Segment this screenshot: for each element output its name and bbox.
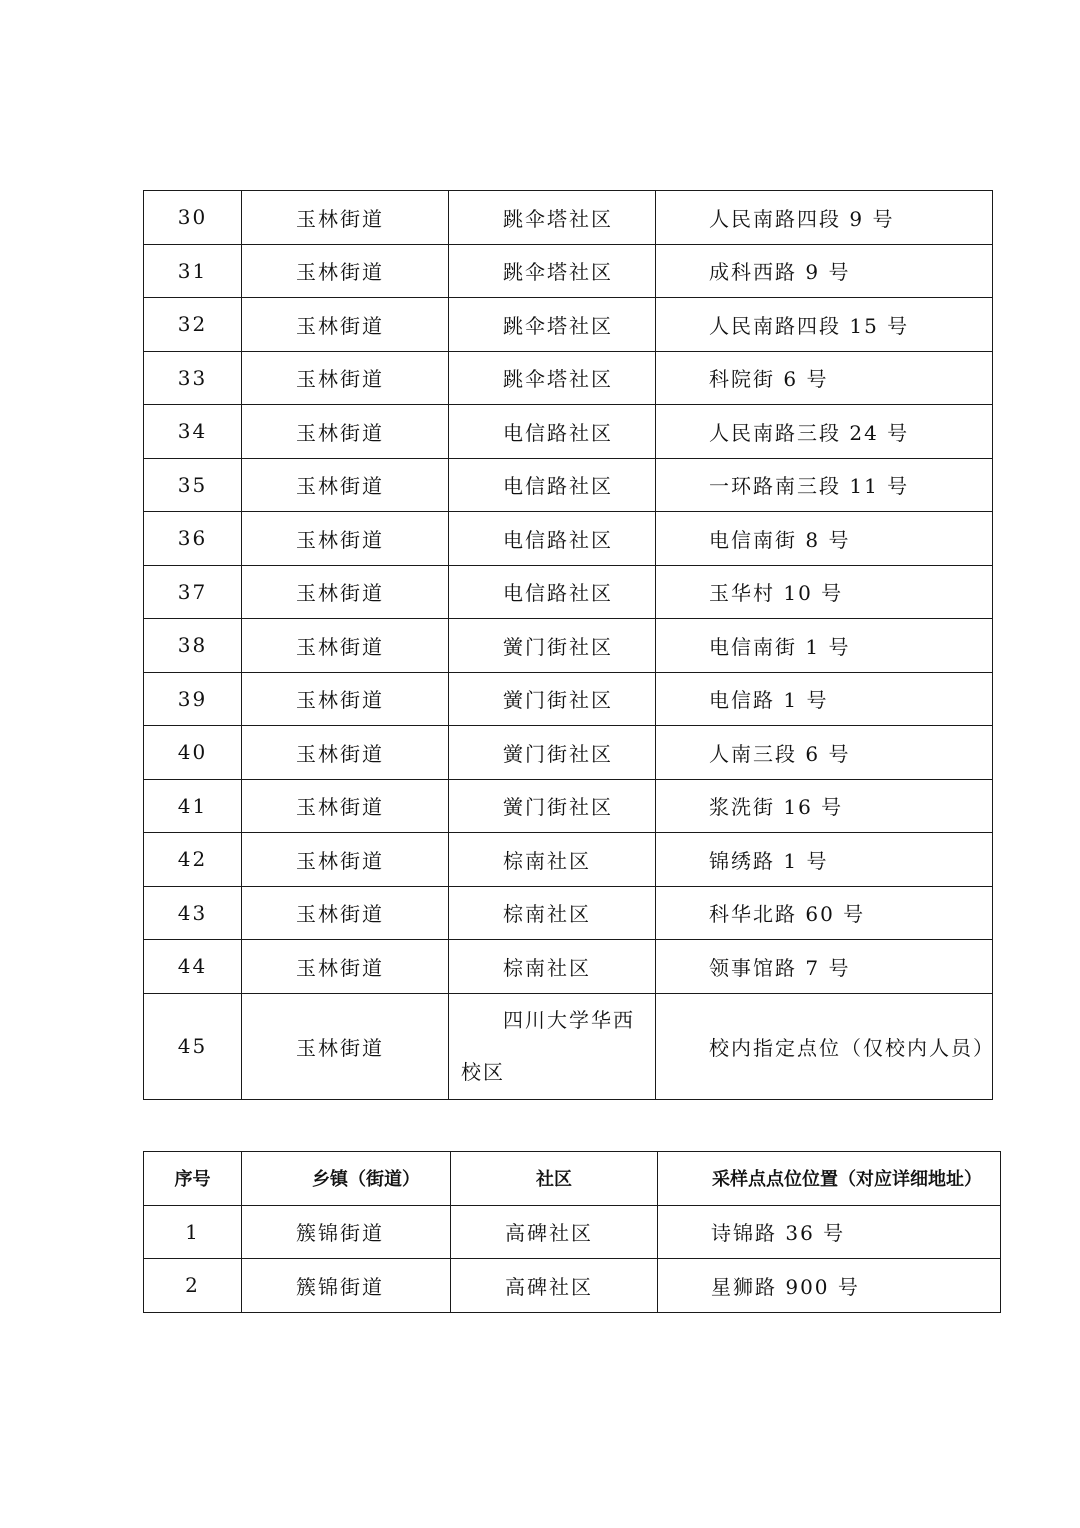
community-cell: 电信路社区	[449, 458, 656, 512]
row-number: 44	[144, 940, 242, 994]
community-cell: 电信路社区	[449, 565, 656, 619]
town-cell: 玉林街道	[242, 726, 449, 780]
town-cell: 玉林街道	[242, 940, 449, 994]
row-number: 30	[144, 191, 242, 245]
address-cell: 科院街 6 号	[656, 351, 993, 405]
table-row	[144, 565, 993, 619]
row-number: 34	[144, 405, 242, 459]
table-row	[144, 833, 993, 887]
table-row	[144, 672, 993, 726]
address-cell: 科华北路 60 号	[656, 886, 993, 940]
table-body	[144, 191, 993, 1100]
address-cell: 人民南路四段 15 号	[656, 298, 993, 352]
address-cell: 电信南街 8 号	[656, 512, 993, 566]
town-cell: 玉林街道	[242, 672, 449, 726]
table-row	[144, 619, 993, 673]
header-row	[144, 1152, 1001, 1206]
town-cell: 玉林街道	[242, 512, 449, 566]
town-cell: 簇锦街道	[242, 1259, 451, 1313]
table-row	[144, 405, 993, 459]
row-number: 35	[144, 458, 242, 512]
header-address: 采样点点位位置（对应详细地址）	[658, 1152, 1001, 1206]
town-cell: 玉林街道	[242, 298, 449, 352]
community-line-2: 校区	[461, 1060, 505, 1084]
table-body	[144, 1205, 1001, 1312]
table-row	[144, 886, 993, 940]
town-cell: 玉林街道	[242, 458, 449, 512]
table-row	[144, 351, 993, 405]
row-number: 45	[144, 993, 242, 1099]
row-number: 33	[144, 351, 242, 405]
table-row	[144, 458, 993, 512]
town-cell: 玉林街道	[242, 565, 449, 619]
sampling-sites-table	[143, 1151, 1001, 1313]
row-number: 39	[144, 672, 242, 726]
address-cell: 人南三段 6 号	[656, 726, 993, 780]
sampling-sites-table-continued	[143, 190, 993, 1100]
town-cell: 玉林街道	[242, 833, 449, 887]
table-header	[144, 1152, 1001, 1206]
table-row	[144, 512, 993, 566]
table-row	[144, 1259, 1001, 1313]
table-row	[144, 298, 993, 352]
town-cell: 玉林街道	[242, 619, 449, 673]
community-cell: 黉门街社区	[449, 619, 656, 673]
community-line-1: 四川大学华西	[503, 1008, 635, 1032]
community-cell	[449, 993, 656, 1099]
community-cell: 棕南社区	[449, 940, 656, 994]
row-number: 43	[144, 886, 242, 940]
table-row	[144, 1205, 1001, 1259]
address-cell: 领事馆路 7 号	[656, 940, 993, 994]
table-row	[144, 779, 993, 833]
row-number: 32	[144, 298, 242, 352]
community-cell: 黉门街社区	[449, 726, 656, 780]
community-cell: 跳伞塔社区	[449, 191, 656, 245]
town-cell: 玉林街道	[242, 779, 449, 833]
community-cell: 棕南社区	[449, 833, 656, 887]
town-cell: 玉林街道	[242, 405, 449, 459]
community-cell: 棕南社区	[449, 886, 656, 940]
row-number: 40	[144, 726, 242, 780]
community-cell: 黉门街社区	[449, 779, 656, 833]
community-cell: 电信路社区	[449, 405, 656, 459]
address-cell: 诗锦路 36 号	[658, 1205, 1001, 1259]
row-number: 36	[144, 512, 242, 566]
community-cell: 高碑社区	[451, 1205, 658, 1259]
row-number: 38	[144, 619, 242, 673]
row-number: 31	[144, 244, 242, 298]
town-cell: 玉林街道	[242, 244, 449, 298]
header-town: 乡镇（街道）	[242, 1152, 451, 1206]
address-cell: 电信南街 1 号	[656, 619, 993, 673]
address-cell: 成科西路 9 号	[656, 244, 993, 298]
header-number: 序号	[144, 1152, 242, 1206]
town-cell: 玉林街道	[242, 191, 449, 245]
table-row	[144, 244, 993, 298]
table-row	[144, 191, 993, 245]
table-row	[144, 993, 993, 1099]
community-cell: 跳伞塔社区	[449, 298, 656, 352]
community-cell: 跳伞塔社区	[449, 351, 656, 405]
table-row	[144, 940, 993, 994]
community-cell: 跳伞塔社区	[449, 244, 656, 298]
address-cell: 校内指定点位（仅校内人员）	[656, 993, 993, 1099]
row-number: 42	[144, 833, 242, 887]
community-cell: 高碑社区	[451, 1259, 658, 1313]
row-number: 1	[144, 1205, 242, 1259]
community-cell: 黉门街社区	[449, 672, 656, 726]
row-number: 41	[144, 779, 242, 833]
row-number: 37	[144, 565, 242, 619]
table-row	[144, 726, 993, 780]
town-cell: 玉林街道	[242, 886, 449, 940]
address-cell: 浆洗街 16 号	[656, 779, 993, 833]
address-cell: 人民南路四段 9 号	[656, 191, 993, 245]
address-cell: 星狮路 900 号	[658, 1259, 1001, 1313]
address-cell: 锦绣路 1 号	[656, 833, 993, 887]
town-cell: 簇锦街道	[242, 1205, 451, 1259]
address-cell: 电信路 1 号	[656, 672, 993, 726]
address-cell: 人民南路三段 24 号	[656, 405, 993, 459]
community-cell: 电信路社区	[449, 512, 656, 566]
header-community: 社区	[451, 1152, 658, 1206]
town-cell: 玉林街道	[242, 993, 449, 1099]
row-number: 2	[144, 1259, 242, 1313]
address-cell: 一环路南三段 11 号	[656, 458, 993, 512]
address-cell: 玉华村 10 号	[656, 565, 993, 619]
town-cell: 玉林街道	[242, 351, 449, 405]
